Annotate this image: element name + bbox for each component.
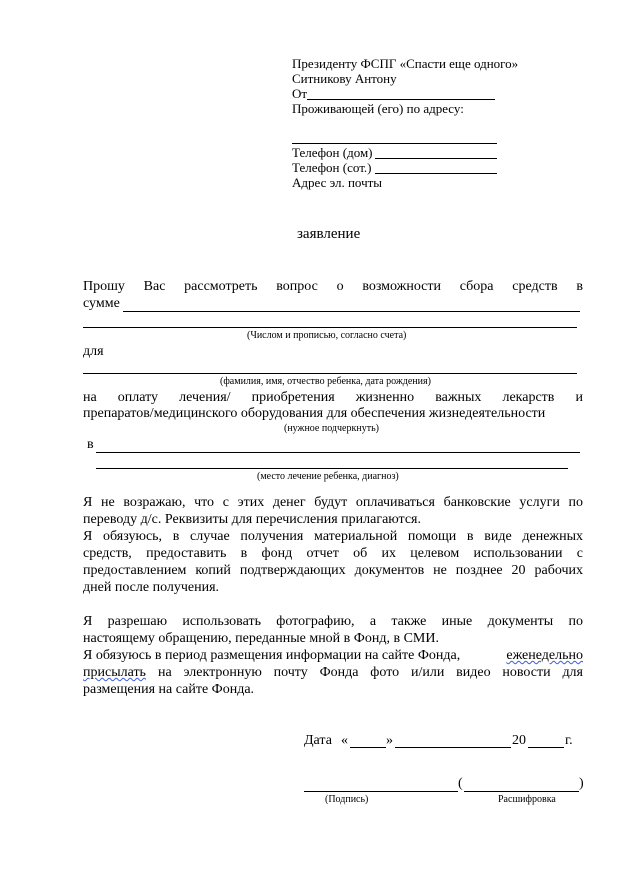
close-paren: ) [579,776,584,791]
signature-field[interactable] [304,791,458,792]
year-field[interactable] [528,747,564,748]
consent-p2-line-3: предоставлением копий подтверждающих документов не позднее 20 рабочих [83,563,583,578]
child-info-field[interactable] [83,373,577,374]
phone-home-field[interactable] [375,158,497,159]
phone-mobile-label: Телефон (сот.) [292,160,372,175]
place-caption: (место лечение ребенка, диагноз) [257,471,399,482]
sum-field-line-2[interactable] [83,327,577,328]
diagnosis-field[interactable] [96,468,568,469]
date-label: Дата [304,733,332,748]
address-label: Проживающей (его) по адресу: [292,101,464,116]
from-label: От [292,86,308,101]
consent-p4-line-3: размещения на сайте Фонда. [83,682,255,697]
amount-caption: (Числом и прописью, согласно счета) [247,330,407,341]
year-suffix: г. [565,733,573,748]
consent-p1-line-1: Я не возражаю, что с этих денег будут оплачиваться банковские услуги по [83,495,583,510]
in-label: в [87,437,94,452]
signature-caption: (Подпись) [325,794,369,805]
day-field[interactable] [350,747,386,748]
sum-field[interactable] [123,311,580,312]
addressee-line-1: Президенту ФСПГ «Спасти еще одного» [292,56,519,71]
date-open-quote: « [341,733,348,748]
consent-p3-line-2: настоящему обращению, переданные мной в Фонд, в СМИ. [83,631,439,646]
consent-p1-line-2: переводу д/с. Реквизиты для перечисления прилагаются. [83,512,421,527]
open-paren: ( [458,776,463,791]
purpose-line-2: препаратов/медицинского оборудования для обеспечения жизнедеятельности [83,406,546,421]
consent-p2-line-2: средств, предоставить в фонд отчет об их целевом использовании с [83,546,583,561]
email-label: Адрес эл. почты [292,175,383,190]
consent-p4-line-1: Я обязуюсь в период размещения информации на сайте Фонда, еженедельно [83,648,583,663]
child-info-caption: (фамилия, имя, отчество ребенка, дата рождения) [220,376,431,387]
year-prefix: 20 [512,733,526,748]
consent-p2-line-1: Я обязуюсь, в случае получения материальной помощи в виде денежных [83,529,583,544]
decoding-caption: Расшифровка [498,794,556,805]
consent-p2-line-4: дней после получения. [83,580,220,595]
date-close-quote: » [386,733,393,748]
consent-p3-line-1: Я разрешаю использовать фотографию, а также иные документы по [83,614,583,629]
from-field[interactable] [307,99,495,100]
sum-label: сумме [83,296,120,311]
purpose-line-1: на оплату лечения/ приобретения жизненно важных лекарств и [83,390,583,405]
address-field[interactable] [292,143,497,144]
phone-mobile-field[interactable] [375,173,497,174]
phone-home-label: Телефон (дом) [292,145,373,160]
for-label: для [83,344,104,359]
treatment-place-field[interactable] [96,452,580,453]
name-decoding-field[interactable] [464,791,579,792]
underline-caption: (нужное подчеркнуть) [284,423,379,434]
request-line-1: Прошу Вас рассмотреть вопрос о возможности сбора средств в [83,279,583,294]
month-field[interactable] [395,747,511,748]
document-title: заявление [297,226,361,242]
consent-p4-line-2: присылать на электронную почту Фонда фото и/или видео новости для [83,665,583,680]
addressee-line-2: Ситникову Антону [292,71,397,86]
